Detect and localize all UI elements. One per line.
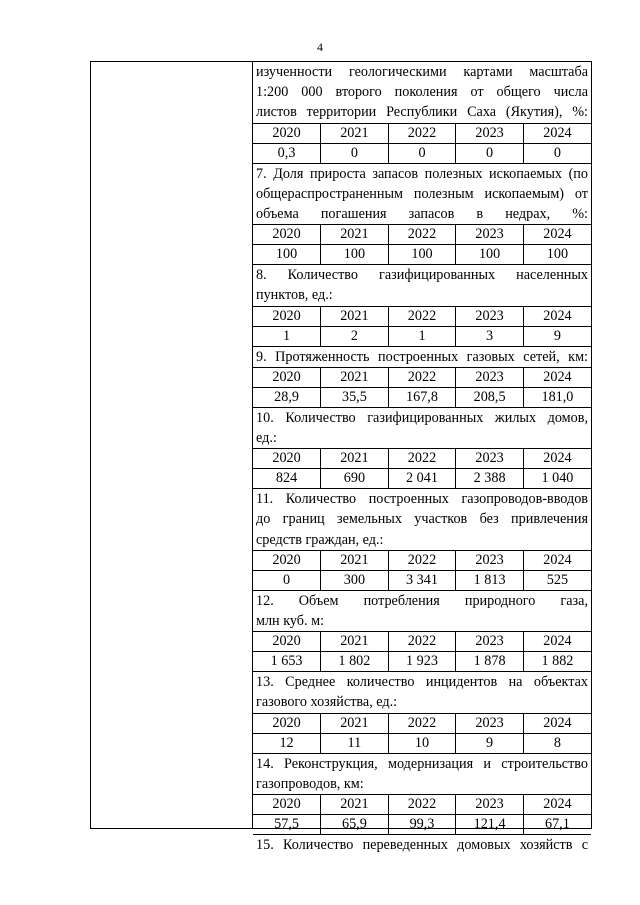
year-cell: 2020 (253, 795, 321, 815)
description-line: 1:200 000 второго поколения от общего числа (256, 84, 588, 101)
passport-table (90, 61, 592, 854)
indicator-description (253, 164, 591, 226)
value-cell: 65,9 (321, 815, 389, 835)
year-cell: 2023 (456, 225, 524, 245)
years-row (253, 551, 591, 571)
value-cell: 2 388 (456, 469, 524, 489)
year-cell: 2020 (253, 551, 321, 571)
values-row (253, 815, 591, 835)
values-table (253, 225, 591, 265)
description-line: 8. Количество газифицированных населенных (256, 267, 588, 284)
indicator-block (253, 835, 591, 855)
value-cell: 525 (523, 570, 591, 590)
value-cell: 300 (321, 570, 389, 590)
description-line: объема погашения запасов в недрах, %: (256, 206, 588, 223)
indicator-description (253, 754, 591, 795)
indicator-block (253, 754, 591, 835)
description-line: листов территории Республики Саха (Якутия), %: (256, 104, 588, 121)
values-table (253, 714, 591, 754)
left-column-empty (91, 62, 253, 828)
value-cell: 0 (388, 143, 456, 163)
year-cell: 2022 (388, 795, 456, 815)
year-cell: 2023 (456, 124, 524, 144)
indicator-block (253, 265, 591, 346)
year-cell: 2022 (388, 368, 456, 388)
value-cell: 1 802 (321, 652, 389, 672)
year-cell: 2023 (456, 449, 524, 469)
values-table (253, 307, 591, 347)
values-table (253, 368, 591, 408)
year-cell: 2021 (321, 551, 389, 571)
value-cell: 1 882 (523, 652, 591, 672)
year-cell: 2024 (523, 449, 591, 469)
values-row (253, 570, 591, 590)
year-cell: 2022 (388, 714, 456, 734)
year-cell: 2021 (321, 307, 389, 327)
value-cell: 3 341 (388, 570, 456, 590)
value-cell: 100 (456, 245, 524, 265)
value-cell: 1 040 (523, 469, 591, 489)
value-cell: 2 041 (388, 469, 456, 489)
indicator-block (253, 347, 591, 408)
years-row (253, 368, 591, 388)
year-cell: 2020 (253, 714, 321, 734)
year-cell: 2021 (321, 225, 389, 245)
value-cell: 0 (253, 570, 321, 590)
description-line: 12. Объем потребления природного газа, (256, 592, 588, 609)
indicator-description (253, 347, 591, 368)
description-line: до границ земельных участков без привлечения (256, 511, 588, 528)
value-cell: 99,3 (388, 815, 456, 835)
value-cell: 1 653 (253, 652, 321, 672)
value-cell: 12 (253, 733, 321, 753)
values-table (253, 551, 591, 591)
year-cell: 2021 (321, 795, 389, 815)
description-line: 15. Количество переведенных домовых хозяйств с (256, 837, 588, 854)
value-cell: 9 (456, 733, 524, 753)
year-cell: 2022 (388, 225, 456, 245)
value-cell: 3 (456, 326, 524, 346)
year-cell: 2022 (388, 632, 456, 652)
years-row (253, 225, 591, 245)
year-cell: 2020 (253, 307, 321, 327)
values-table (253, 795, 591, 835)
value-cell: 1 923 (388, 652, 456, 672)
value-cell: 67,1 (523, 815, 591, 835)
description-line: газопроводов, км: (256, 775, 364, 792)
value-cell: 28,9 (253, 387, 321, 407)
value-cell: 1 813 (456, 570, 524, 590)
value-cell: 100 (253, 245, 321, 265)
year-cell: 2024 (523, 368, 591, 388)
description-line: 11. Количество построенных газопроводов-вводов (256, 491, 588, 508)
description-line: средств граждан, ед.: (256, 531, 384, 548)
values-table (253, 632, 591, 672)
value-cell: 2 (321, 326, 389, 346)
indicators-column (253, 62, 591, 855)
year-cell: 2024 (523, 225, 591, 245)
year-cell: 2024 (523, 551, 591, 571)
value-cell: 11 (321, 733, 389, 753)
indicator-description (253, 835, 591, 855)
value-cell: 208,5 (456, 387, 524, 407)
values-row (253, 143, 591, 163)
description-line: 14. Реконструкция, модернизация и строительство (256, 755, 588, 772)
value-cell: 121,4 (456, 815, 524, 835)
values-row (253, 652, 591, 672)
indicator-description (253, 672, 591, 713)
year-cell: 2022 (388, 551, 456, 571)
value-cell: 1 (388, 326, 456, 346)
year-cell: 2022 (388, 124, 456, 144)
indicator-description (253, 265, 591, 306)
value-cell: 100 (523, 245, 591, 265)
value-cell: 57,5 (253, 815, 321, 835)
description-line: 10. Количество газифицированных жилых домов, (256, 409, 588, 426)
year-cell: 2021 (321, 368, 389, 388)
value-cell: 8 (523, 733, 591, 753)
description-line: 13. Среднее количество инцидентов на объектах (256, 674, 588, 691)
indicator-description (253, 62, 591, 124)
year-cell: 2023 (456, 632, 524, 652)
value-cell: 35,5 (321, 387, 389, 407)
years-row (253, 307, 591, 327)
value-cell: 100 (388, 245, 456, 265)
year-cell: 2023 (456, 795, 524, 815)
values-table (253, 124, 591, 164)
year-cell: 2021 (321, 632, 389, 652)
years-row (253, 795, 591, 815)
indicator-description (253, 591, 591, 632)
year-cell: 2024 (523, 632, 591, 652)
indicator-description (253, 489, 591, 551)
description-line: пунктов, ед.: (256, 287, 333, 304)
description-line: газового хозяйства, ед.: (256, 694, 398, 711)
value-cell: 9 (523, 326, 591, 346)
value-cell: 0 (523, 143, 591, 163)
year-cell: 2021 (321, 714, 389, 734)
year-cell: 2022 (388, 449, 456, 469)
value-cell: 0 (321, 143, 389, 163)
year-cell: 2023 (456, 368, 524, 388)
years-row (253, 124, 591, 144)
indicator-block (253, 408, 591, 489)
value-cell: 10 (388, 733, 456, 753)
indicator-block (253, 591, 591, 672)
value-cell: 1 (253, 326, 321, 346)
year-cell: 2020 (253, 632, 321, 652)
value-cell: 0,3 (253, 143, 321, 163)
values-row (253, 245, 591, 265)
value-cell: 1 878 (456, 652, 524, 672)
values-row (253, 326, 591, 346)
year-cell: 2023 (456, 714, 524, 734)
value-cell: 0 (456, 143, 524, 163)
year-cell: 2024 (523, 307, 591, 327)
indicator-block (253, 672, 591, 753)
indicator-block (253, 489, 591, 591)
indicator-block (253, 62, 591, 164)
year-cell: 2022 (388, 307, 456, 327)
values-row (253, 733, 591, 753)
years-row (253, 449, 591, 469)
year-cell: 2024 (523, 714, 591, 734)
values-row (253, 469, 591, 489)
description-line: 9. Протяженность построенных газовых сетей, км: (256, 348, 588, 365)
value-cell: 167,8 (388, 387, 456, 407)
description-line: 7. Доля прироста запасов полезных ископаемых (по (256, 165, 588, 182)
description-line: изученности геологическими картами масштаба (256, 64, 588, 80)
value-cell: 690 (321, 469, 389, 489)
year-cell: 2021 (321, 124, 389, 144)
indicator-block (253, 164, 591, 266)
values-row (253, 387, 591, 407)
years-row (253, 632, 591, 652)
description-line: общераспространенным полезным ископаемым) от (256, 185, 588, 202)
value-cell: 824 (253, 469, 321, 489)
value-cell: 100 (321, 245, 389, 265)
year-cell: 2020 (253, 449, 321, 469)
year-cell: 2023 (456, 307, 524, 327)
indicator-description (253, 408, 591, 449)
years-row (253, 714, 591, 734)
page-number: 4 (317, 40, 323, 54)
description-line: ед.: (256, 430, 277, 447)
year-cell: 2021 (321, 449, 389, 469)
description-line: млн куб. м: (256, 613, 325, 630)
year-cell: 2024 (523, 795, 591, 815)
year-cell: 2023 (456, 551, 524, 571)
year-cell: 2020 (253, 124, 321, 144)
values-table (253, 449, 591, 489)
year-cell: 2024 (523, 124, 591, 144)
year-cell: 2020 (253, 225, 321, 245)
year-cell: 2020 (253, 368, 321, 388)
value-cell: 181,0 (523, 387, 591, 407)
